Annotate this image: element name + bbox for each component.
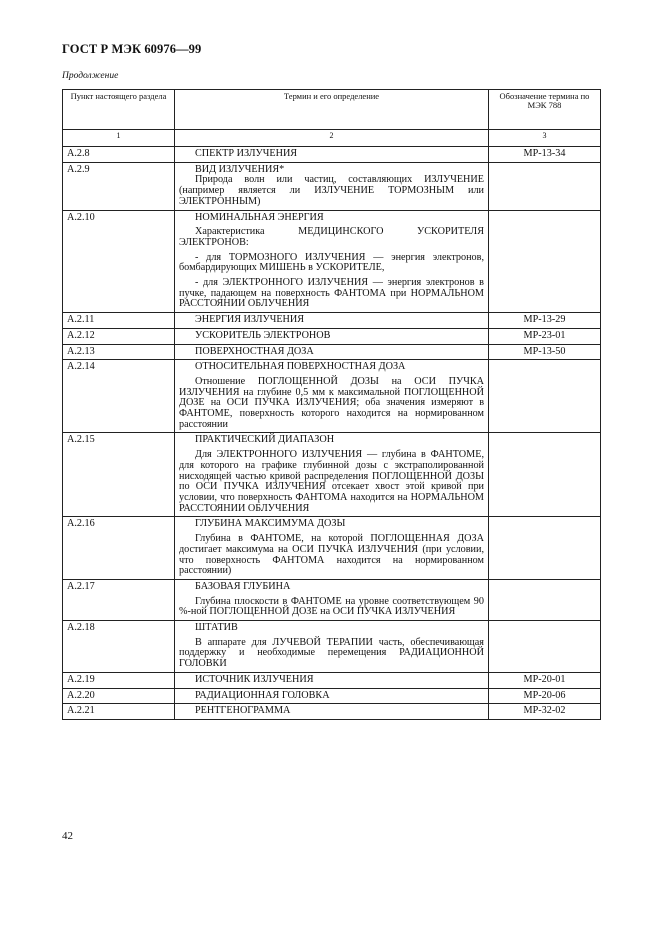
table-row bbox=[63, 433, 601, 517]
iec-designation: MP-13-34 bbox=[489, 147, 601, 163]
iec-designation bbox=[489, 210, 601, 313]
iec-designation bbox=[489, 579, 601, 620]
document-title: ГОСТ Р МЭК 60976—99 bbox=[62, 42, 202, 56]
table-row bbox=[63, 688, 601, 704]
section-number: А.2.9 bbox=[63, 162, 175, 210]
term-name: НОМИНАЛЬНАЯ ЭНЕРГИЯ bbox=[195, 211, 324, 223]
section-number: А.2.15 bbox=[63, 433, 175, 517]
iec-designation bbox=[489, 162, 601, 210]
term-name: РАДИАЦИОННАЯ ГОЛОВКА bbox=[195, 689, 330, 701]
term-definition: Отношение ПОГЛОЩЕННОЙ ДОЗЫ на ОСИ ПУЧКА ИЗЛУЧЕНИЯ на глубине 0,5 мм к максимальной ПОГЛОЩЕННОЙ ДОЗЕ на ОСИ ПУЧКА ИЗЛУЧЕНИЯ; оба значения измеряют в ФАНТОМЕ, поверхность которого находится на нормированном расстоянии bbox=[179, 375, 484, 430]
iec-designation: MP-13-29 bbox=[489, 313, 601, 329]
section-number: А.2.14 bbox=[63, 360, 175, 433]
iec-designation: MP-20-01 bbox=[489, 672, 601, 688]
term-cell bbox=[175, 328, 489, 344]
term-cell bbox=[175, 621, 489, 673]
table-row bbox=[63, 328, 601, 344]
term-cell bbox=[175, 688, 489, 704]
term-definition: Для ЭЛЕКТРОННОГО ИЗЛУЧЕНИЯ — глубина в ФАНТОМЕ, для которого на графике глубинной дозы с экстраполированной нисходящей частью кривой распределения ПОГЛОЩЕННОЙ ДОЗЫ по ОСИ ПУЧКА ИЗЛУЧЕНИЯ отсекает хвост этой кривой при условии, что поверхность ФАНТОМА находится на НОРМАЛЬНОМ РАССТОЯНИИ ОБЛУЧЕНИЯ bbox=[179, 449, 484, 514]
terms-table bbox=[62, 89, 601, 720]
term-cell bbox=[175, 360, 489, 433]
section-number: А.2.10 bbox=[63, 210, 175, 313]
iec-designation bbox=[489, 433, 601, 517]
table-row bbox=[63, 360, 601, 433]
section-number: А.2.20 bbox=[63, 688, 175, 704]
column-number: 3 bbox=[489, 130, 601, 147]
term-cell bbox=[175, 147, 489, 163]
table-body bbox=[63, 147, 601, 720]
iec-designation bbox=[489, 360, 601, 433]
iec-designation bbox=[489, 517, 601, 580]
term-name: ПРАКТИЧЕСКИЙ ДИАПАЗОН bbox=[195, 434, 335, 446]
term-cell bbox=[175, 344, 489, 360]
term-cell bbox=[175, 517, 489, 580]
section-number: А.2.11 bbox=[63, 313, 175, 329]
iec-designation bbox=[489, 621, 601, 673]
iec-designation: MP-23-01 bbox=[489, 328, 601, 344]
term-name: ОТНОСИТЕЛЬНАЯ ПОВЕРХНОСТНАЯ ДОЗА bbox=[195, 361, 406, 373]
term-name: ШТАТИВ bbox=[195, 622, 238, 634]
term-definition: - для ЭЛЕКТРОННОГО ИЗЛУЧЕНИЯ — энергия электронов в пучке, падающем на поверхность ФАНТОМА при НОРМАЛЬНОМ РАССТОЯНИИ ОБЛУЧЕНИЯ bbox=[179, 277, 484, 310]
table-row bbox=[63, 210, 601, 313]
term-cell bbox=[175, 313, 489, 329]
term-definition: Природа волн или частиц, составляющих ИЗЛУЧЕНИЕ (например является ли ИЗЛУЧЕНИЕ ТОРМОЗНЫМ или ЭЛЕКТРОННЫМ) bbox=[179, 174, 484, 207]
section-number: А.2.16 bbox=[63, 517, 175, 580]
term-name: БАЗОВАЯ ГЛУБИНА bbox=[195, 580, 291, 592]
term-cell bbox=[175, 579, 489, 620]
term-definition: Характеристика МЕДИЦИНСКОГО УСКОРИТЕЛЯ ЭЛЕКТРОНОВ: bbox=[179, 226, 484, 248]
term-cell bbox=[175, 162, 489, 210]
term-definition: Глубина плоскости в ФАНТОМЕ на уровне соответствующем 90 %-ной ПОГЛОЩЕННОЙ ДОЗЕ на ОСИ ПУЧКА ИЗЛУЧЕНИЯ bbox=[179, 595, 484, 618]
column-header-designation: Обозначение термина по МЭК 788 bbox=[489, 90, 601, 130]
section-number: А.2.13 bbox=[63, 344, 175, 360]
table-row bbox=[63, 621, 601, 673]
table-row bbox=[63, 579, 601, 620]
table-row bbox=[63, 672, 601, 688]
section-number: А.2.8 bbox=[63, 147, 175, 163]
term-definition: В аппарате для ЛУЧЕВОЙ ТЕРАПИИ часть, обеспечивающая поддержку и необходимые перемещения РАДИАЦИОННОЙ ГОЛОВКИ bbox=[179, 636, 484, 670]
term-name: СПЕКТР ИЗЛУЧЕНИЯ bbox=[195, 148, 298, 159]
section-number: А.2.21 bbox=[63, 704, 175, 720]
section-number: А.2.12 bbox=[63, 328, 175, 344]
column-number-row bbox=[63, 130, 601, 147]
term-name: РЕНТГЕНОГРАММА bbox=[195, 705, 291, 717]
section-number: А.2.18 bbox=[63, 621, 175, 673]
table-row bbox=[63, 517, 601, 580]
section-number: А.2.19 bbox=[63, 672, 175, 688]
table-row bbox=[63, 162, 601, 210]
iec-designation: MP-13-50 bbox=[489, 344, 601, 360]
term-cell bbox=[175, 433, 489, 517]
table-row bbox=[63, 344, 601, 360]
table-header-row bbox=[63, 90, 601, 130]
page-number: 42 bbox=[62, 830, 73, 842]
term-name: ПОВЕРХНОСТНАЯ ДОЗА bbox=[195, 345, 314, 357]
term-name: УСКОРИТЕЛЬ ЭЛЕКТРОНОВ bbox=[195, 329, 331, 341]
column-number: 2 bbox=[175, 130, 489, 147]
term-name: ИСТОЧНИК ИЗЛУЧЕНИЯ bbox=[195, 673, 314, 685]
column-header-section: Пункт настоящего раздела bbox=[63, 90, 175, 130]
column-number: 1 bbox=[63, 130, 175, 147]
term-name: ЭНЕРГИЯ ИЗЛУЧЕНИЯ bbox=[195, 314, 305, 326]
term-name: ГЛУБИНА МАКСИМУМА ДОЗЫ bbox=[195, 518, 346, 530]
term-definition: - для ТОРМОЗНОГО ИЗЛУЧЕНИЯ — энергия электронов, бомбардирующих МИШЕНЬ в УСКОРИТЕЛЕ, bbox=[179, 251, 484, 274]
continuation-label: Продолжение bbox=[62, 71, 119, 81]
term-cell bbox=[175, 704, 489, 720]
iec-designation: MP-32-02 bbox=[489, 704, 601, 720]
column-header-term: Термин и его определение bbox=[175, 90, 489, 130]
table-row bbox=[63, 704, 601, 720]
table-row bbox=[63, 147, 601, 163]
iec-designation: MP-20-06 bbox=[489, 688, 601, 704]
term-cell bbox=[175, 672, 489, 688]
table-row bbox=[63, 313, 601, 329]
term-definition: Глубина в ФАНТОМЕ, на которой ПОГЛОЩЕННАЯ ДОЗА достигает максимума на ОСИ ПУЧКА ИЗЛУЧЕНИЯ (при условии, что поверхность ФАНТОМА находится на нормированном расстоянии) bbox=[179, 533, 484, 577]
term-cell bbox=[175, 210, 489, 313]
term-name: ВИД ИЗЛУЧЕНИЯ* bbox=[195, 163, 285, 175]
section-number: А.2.17 bbox=[63, 579, 175, 620]
